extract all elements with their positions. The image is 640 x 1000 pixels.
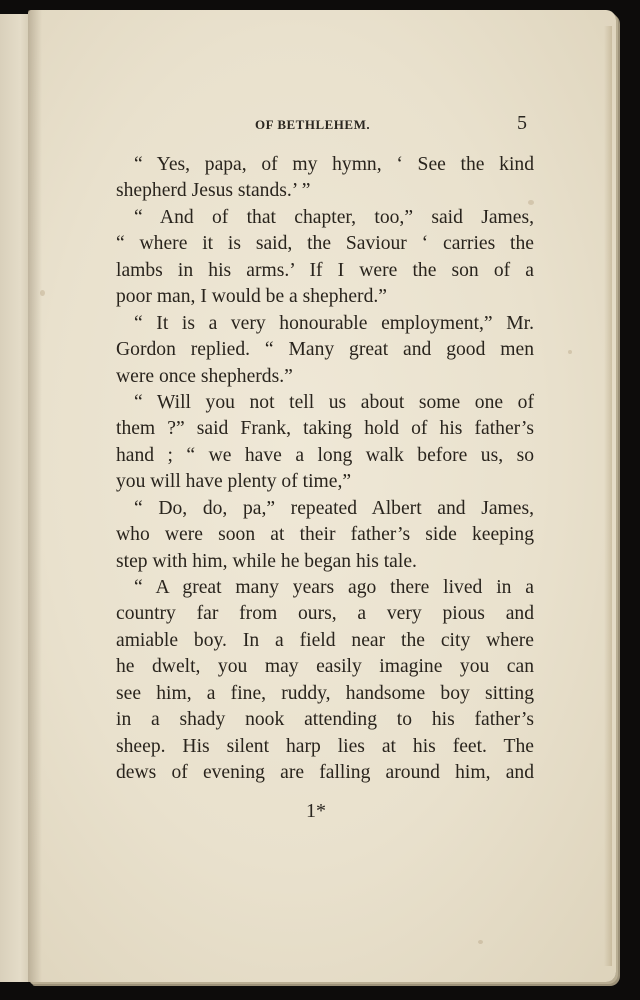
text-line: dews of evening are falling around him, and (116, 762, 534, 784)
running-head: OF BETHLEHEM. (255, 117, 371, 132)
text-line: were once shepherds.” (116, 365, 293, 387)
text-line: “ Yes, papa, of my hymn, ‘ See the kind (134, 154, 534, 175)
page-number: 5 (517, 112, 527, 134)
text-line: “ Will you not tell us about some one of (134, 391, 534, 413)
foxing-spot (478, 940, 483, 944)
text-line: who were soon at their father’s side keeping (116, 524, 534, 546)
text-line: sheep. His silent harp lies at his feet. The (116, 735, 534, 757)
text-line: he dwelt, you may easily imagine you can (116, 656, 534, 678)
text-line: hand ; “ we have a long walk before us, so (116, 444, 534, 466)
text-line: amiable boy. In a field near the city where (116, 629, 534, 651)
signature-mark: 1* (306, 800, 326, 822)
text-line: you will have plenty of time,” (116, 471, 352, 493)
text-line: “ Do, do, pa,” repeated Albert and James, (134, 497, 534, 519)
text-line: “ It is a very honourable employment,” Mr. (134, 312, 534, 334)
page-edge-shadow (604, 26, 612, 966)
text-line: them ?” said Frank, taking hold of his father’s (116, 418, 534, 440)
page-gutter-shadow (28, 10, 42, 982)
text-line: lambs in his arms.’ If I were the son of a (116, 259, 534, 281)
text-line: shepherd Jesus stands.’ ” (116, 180, 311, 202)
text-line: poor man, I would be a shepherd.” (116, 286, 387, 308)
text-line: Gordon replied. “ Many great and good men (116, 339, 534, 361)
text-line: “ A great many years ago there lived in a (134, 577, 534, 598)
body-text (116, 152, 534, 787)
text-line: step with him, while he began his tale. (116, 550, 417, 572)
text-line: “ And of that chapter, too,” said James, (134, 206, 534, 228)
text-line: see him, a fine, ruddy, handsome boy sitting (116, 682, 534, 704)
text-line: in a shady nook attending to his father’s (116, 709, 534, 731)
foxing-spot (40, 290, 45, 296)
foxing-spot (568, 350, 572, 354)
text-line: “ where it is said, the Saviour ‘ carries the (116, 233, 534, 255)
text-line: country far from ours, a very pious and (116, 603, 534, 625)
